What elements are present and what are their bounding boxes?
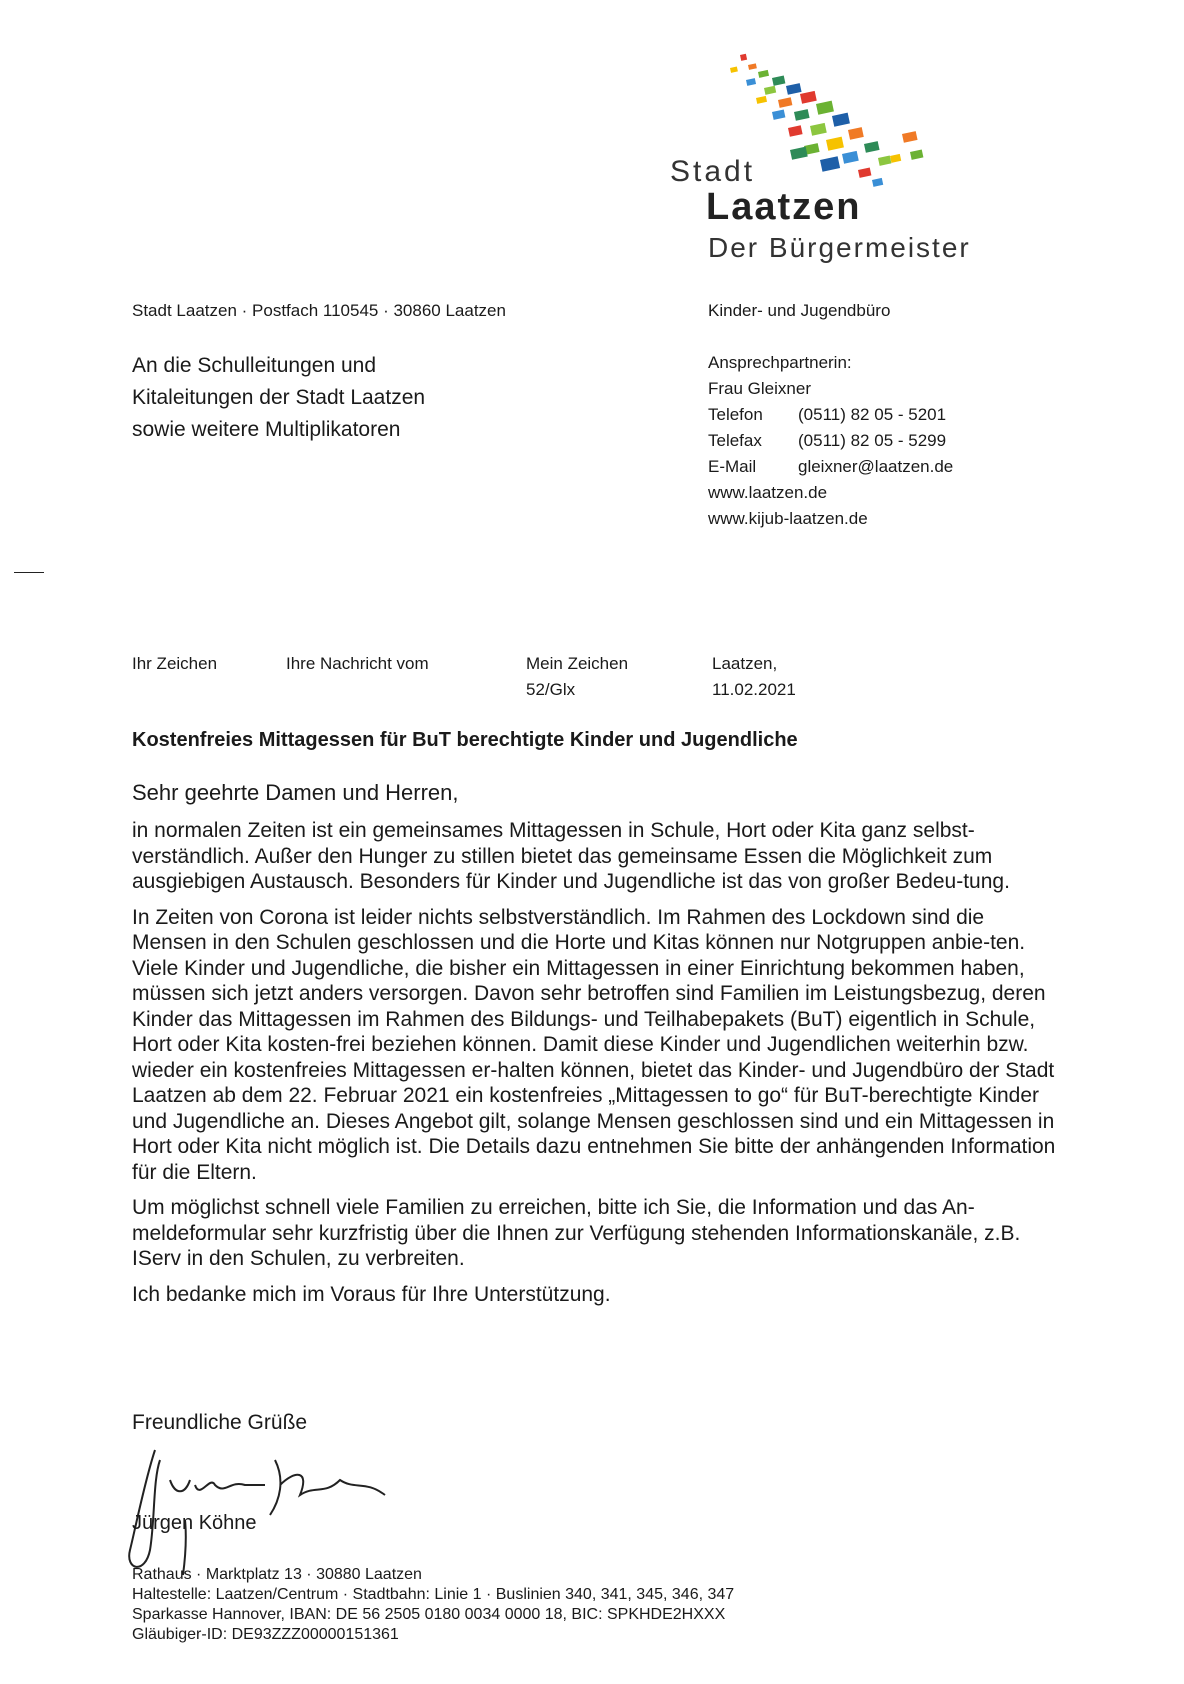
recipient-address [132, 350, 425, 446]
logo-tile [740, 54, 747, 61]
recipient-line: sowie weitere Multiplikatoren [132, 418, 401, 441]
contact-email: E-Mail gleixner@laatzen.de [708, 457, 954, 476]
ref-date: Laatzen, 11.02.2021 [712, 654, 796, 699]
letter-closing: Freundliche Grüße [132, 1411, 308, 1434]
logo-tile [772, 110, 785, 120]
logo-tile [816, 101, 834, 115]
contact-label: Ansprechpartnerin: [708, 353, 852, 372]
logo-tile [772, 76, 785, 86]
logo-tile [730, 67, 738, 73]
contact-fax: Telefax (0511) 82 05 - 5299 [708, 431, 947, 450]
letter-salutation: Sehr geehrte Damen und Herren, [132, 780, 459, 805]
letter-body [132, 818, 1062, 1317]
logo-tile [872, 178, 883, 187]
contact-phone: Telefon (0511) 82 05 - 5201 [708, 405, 947, 424]
letter-paragraph: in normalen Zeiten ist ein gemeinsames Mittagessen in Schule, Hort oder Kita ganz selbst-verständlich. Außer den Hunger zu stillen bietet das gemeinsame Essen die Möglichkeit zum ausgiebigen Austausch. Besonders für Kinder und Jugendliche ist das von großer Bedeu-tung. [132, 819, 1010, 893]
logo-tile [778, 97, 792, 108]
logo-tile [858, 168, 871, 178]
logo-tile [832, 113, 850, 127]
sender-address-line: Stadt Laatzen · Postfach 110545 · 30860 Laatzen [132, 301, 506, 320]
logo-tile [756, 96, 767, 104]
footer-line-transit: Haltestelle: Laatzen/Centrum · Stadtbahn: Linie 1 · Buslinien 340, 341, 345, 346, 347 [132, 1586, 735, 1603]
department-name: Kinder- und Jugendbüro [708, 301, 891, 320]
ref-ihre-nachricht: Ihre Nachricht vom [286, 654, 429, 673]
ref-ihr-zeichen: Ihr Zeichen [132, 654, 218, 673]
logo-tile [890, 154, 901, 163]
logo-tile [826, 137, 844, 151]
contact-name: Frau Gleixner [708, 379, 811, 398]
logo-tile [758, 70, 769, 78]
recipient-line: Kitaleitungen der Stadt Laatzen [132, 386, 426, 409]
ref-mein-zeichen: Mein Zeichen 52/Glx [526, 654, 629, 699]
logo-text-stadt: Stadt [670, 155, 756, 188]
logo-tile [820, 156, 840, 171]
footer-line-address: Rathaus · Marktplatz 13 · 30880 Laatzen [132, 1566, 422, 1583]
logo-tile [786, 83, 802, 95]
logo-tile [748, 63, 757, 70]
contact-block [708, 350, 953, 532]
logo-tile [910, 150, 923, 160]
logo-tile [878, 156, 891, 166]
footer-line-creditor-id: Gläubiger-ID: DE93ZZZ00000151361 [132, 1626, 399, 1643]
letter-paragraph: Ich bedanke mich im Voraus für Ihre Unterstützung. [132, 1282, 611, 1306]
footer-line-bank: Sparkasse Hannover, IBAN: DE 56 2505 0180 0034 0000 18, BIC: SPKHDE2HXXX [132, 1606, 726, 1623]
logo-text-laatzen: Laatzen [706, 186, 862, 228]
letter-subject: Kostenfreies Mittagessen für BuT berechtigte Kinder und Jugendliche [132, 729, 798, 751]
logo-tile [842, 151, 859, 164]
logo-tile [790, 147, 808, 160]
logo-tile [746, 78, 756, 86]
logo-tile [902, 131, 918, 143]
fold-mark [14, 572, 44, 573]
logo-tile [864, 141, 880, 153]
logo-tile [788, 125, 803, 137]
logo-tile [764, 86, 776, 95]
letter-footer [132, 1565, 734, 1645]
logo-text-buergermeister: Der Bürgermeister [708, 232, 971, 263]
letter-paragraph: In Zeiten von Corona ist leider nichts selbstverständlich. Im Rahmen des Lockdown sind die Mensen in den Schulen geschlossen und die Horte und Kitas können nur Notgruppen anbie-ten. Viele Kinder und Jugendliche, die bisher ein Mittagessen in einer Einrichtung bekommen haben, müssen sich jetzt anders versorgen. Davon sehr betroffen sind Familien im Leistungsbezug, deren Kinder das Mittagessen im Rahmen des Bildungs- und Teilhabepakets (BuT) eigentlich in Schule, Hort oder Kita kosten-frei beziehen können. Damit diese Kinder und Jugendlichen weiterhin bzw. wieder ein kostenfreies Mittagessen er-halten können, bietet das Kinder- und Jugendbüro der Stadt Laatzen ab dem 22. Februar 2021 ein kostenfreies „Mittagessen to go“ für BuT-berechtigte Kinder und Jugendliche an. Dieses Angebot gilt, solange Mensen geschlossen sind und ein Mittagessen in Hort oder Kita nicht möglich ist. Die Details dazu entnehmen Sie bitte der anhängenden Information für die Eltern. [132, 905, 1056, 1184]
recipient-line: An die Schulleitungen und [132, 354, 377, 377]
logo-tile [848, 127, 864, 140]
letter-paragraph: Um möglichst schnell viele Familien zu erreichen, bitte ich Sie, die Information und das An-meldeformular sehr kurzfristig über die Ihnen zur Verfügung stehenden Informationskanäle, z.B. IServ in den Schulen, zu verbreiten. [132, 1196, 1021, 1270]
logo-tile [810, 123, 827, 136]
contact-website: www.laatzen.de [708, 483, 828, 502]
signer-name: Jürgen Köhne [132, 1512, 257, 1534]
logo-tile [800, 91, 817, 104]
contact-website-kijub: www.kijub-laatzen.de [708, 509, 868, 528]
logo-tile [794, 109, 810, 121]
